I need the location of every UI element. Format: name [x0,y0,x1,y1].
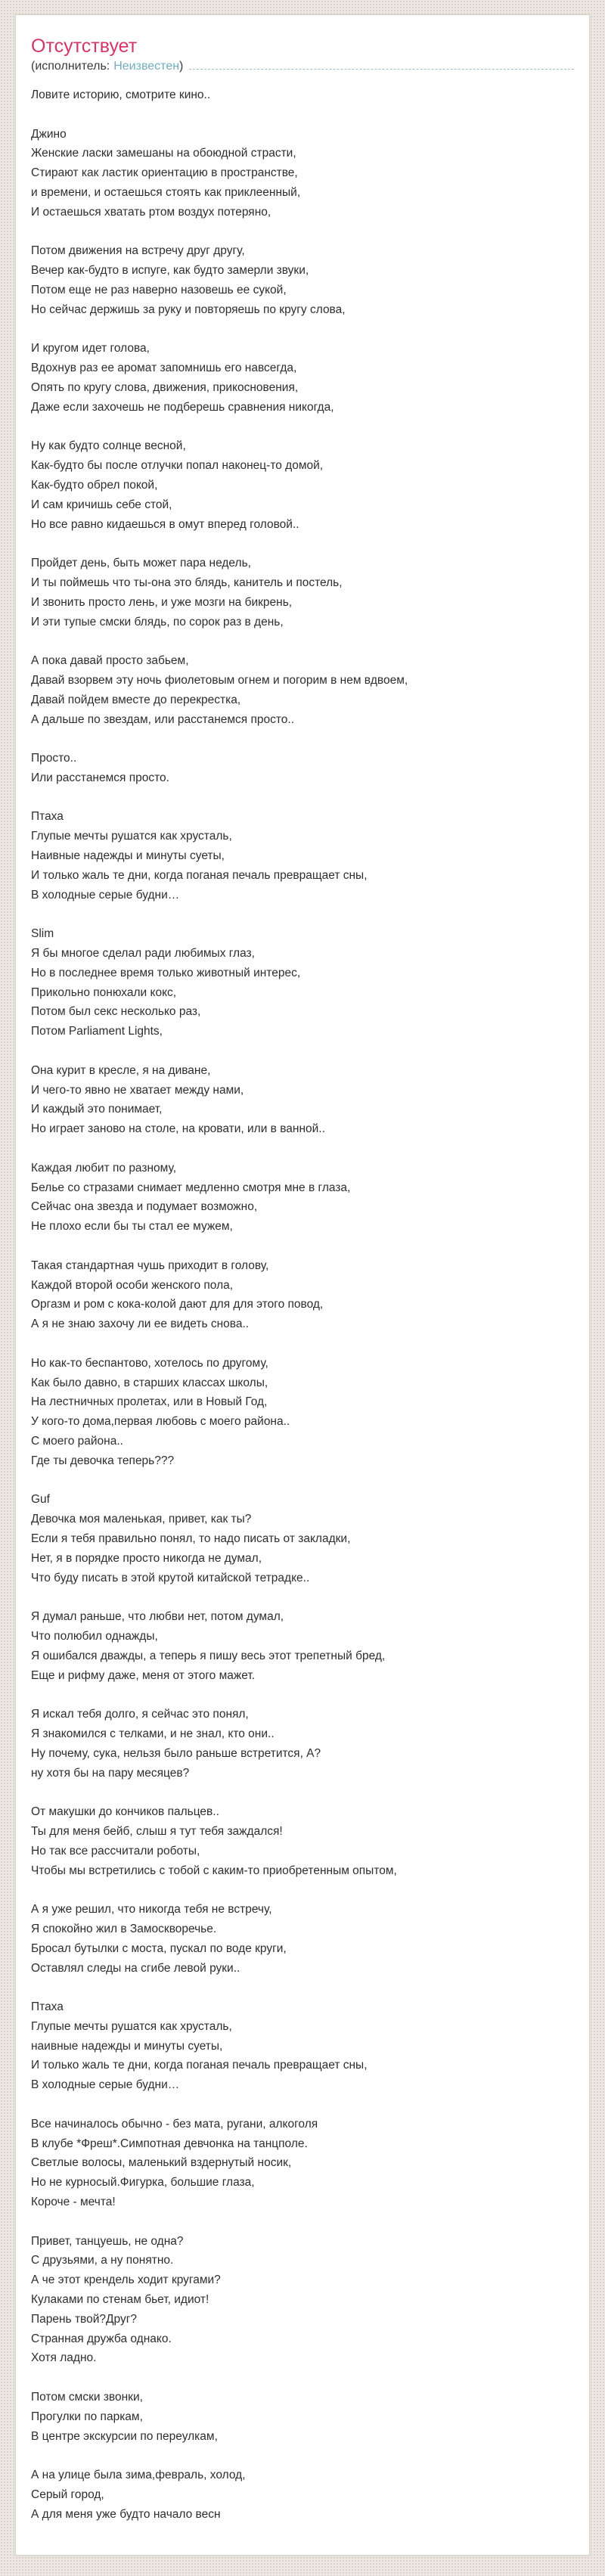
lyrics-line: И сам кричишь себе стой, [31,498,172,511]
lyrics-stanza [31,807,574,905]
lyrics-line: Потом был секс несколько раз, [31,1005,201,1019]
lyrics-line: Где ты девочка теперь??? [31,1454,175,1467]
lyrics-stanza [31,1061,574,1139]
lyrics-stanza [31,749,574,788]
lyrics-line: Вечер как-будто в испуге, как будто замерли звуки, [31,264,309,278]
lyrics-line: Но так все рассчитали роботы, [31,1844,200,1858]
lyrics-stanza [31,1354,574,1471]
lyrics-stanza [31,2466,574,2524]
lyrics-line: Нет, я в порядке просто никогда не думал, [31,1551,262,1565]
lyrics-line: Потом еще не раз наверно назовешь ее сукой, [31,283,287,296]
lyrics-line: Сейчас она звезда и подумает возможно, [31,1200,258,1214]
lyrics-line: Как-будто бы после отлучки попал наконец-то домой, [31,459,324,473]
header-dashed-divider [189,68,574,70]
lyrics-stanza [31,651,574,729]
lyrics-line: И только жаль те дни, когда поганая печаль превращает сны, [31,2059,368,2072]
lyrics-line: Guf [31,1493,50,1507]
lyrics-stanza [31,241,574,319]
artist-link[interactable]: Неизвестен [113,60,180,73]
lyrics-line: А на улице была зима,февраль, холод, [31,2469,246,2482]
lyrics-line: И кругом идет голова, [31,342,150,355]
lyrics-line: И только жаль те дни, когда поганая печаль превращает сны, [31,868,368,882]
lyrics-line: Я ошибался дважды, а теперь я пишу весь этот трепетный бред, [31,1649,386,1662]
lyrics-line: И ты поймешь что ты-она это блядь, канитель и постель, [31,576,343,589]
lyrics-line: Просто.. [31,752,77,765]
lyrics-line: ну хотя бы на пару месяцев? [31,1766,190,1780]
lyrics-line: Я знакомился с телками, и не знал, кто они.. [31,1727,275,1740]
lyrics-line: А пока давай просто забьем, [31,654,189,668]
lyrics-line: А для меня уже будто начало весн [31,2507,221,2521]
lyrics-line: Потом Parliament Lights, [31,1025,163,1038]
lyrics-line: Птаха [31,2000,64,2014]
lyrics-stanza [31,1900,574,1978]
lyrics-line: Если я тебя правильно понял, то надо писать от закладки, [31,1532,351,1545]
lyrics-line: Ну как будто солнце весной, [31,439,186,453]
lyrics-line: А я не знаю захочу ли ее видеть снова.. [31,1317,250,1331]
lyrics-line: А че этот крендель ходит кругами? [31,2273,221,2287]
lyrics-line: Или расстанемся просто. [31,771,169,784]
lyrics-line: Давай взорвем эту ночь фиолетовым огнем и погорим в нем вдвоем, [31,673,408,687]
lyrics-line: Потом движения на встречу друг другу, [31,244,245,258]
lyrics-line: Ловите историю, смотрите кино.. [31,88,211,101]
lyrics-line: Но играет заново на столе, на кровати, или в ванной.. [31,1122,325,1136]
lyrics-line: Но как-то беспантово, хотелось по другому, [31,1356,268,1370]
lyrics-line: Серый город, [31,2488,104,2502]
lyrics-line: Но все равно кидаешься в омут вперед головой.. [31,517,299,531]
lyrics-stanza [31,85,574,105]
artist-row [31,59,574,74]
lyrics-stanza [31,1256,574,1334]
lyrics-stanza [31,924,574,1041]
lyrics-line: У кого-то дома,первая любовь с моего района.. [31,1415,290,1429]
lyrics-line: Что буду писать в этой крутой китайской тетрадке.. [31,1571,310,1584]
lyrics-line: Я искал тебя долго, я сейчас это понял, [31,1708,249,1721]
lyrics-stanza [31,1802,574,1880]
lyrics-stanza [31,339,574,417]
lyrics-line: Slim [31,927,54,941]
lyrics-line: Я спокойно жил в Замоскворечье. [31,1922,217,1935]
lyrics-line: Все начиналось обычно - без мата, ругани, алкоголя [31,2117,318,2131]
lyrics-line: В клубе *Фреш*.Симпотная девчонка на танцполе. [31,2137,308,2150]
lyrics-line: Хотя ладно. [31,2351,97,2365]
content-card [15,14,590,2556]
lyrics-line: Вдохнув раз ее аромат запомнишь его навсегда, [31,362,297,375]
lyrics-line: Стирают как ластик ориентацию в пространстве, [31,166,298,180]
lyrics-line: И эти тупые смски блядь, по сорок раз в день, [31,615,284,628]
lyrics-line: И звонить просто лень, и уже мозги на бикрень, [31,595,293,609]
lyrics-stanza [31,554,574,632]
lyrics-line: А я уже решил, что никогда тебя не встречу, [31,1903,272,1916]
lyrics-line: Женские ласки замешаны на обоюдной страсти, [31,147,296,160]
lyrics-line: Но сейчас держишь за руку и повторяешь по кругу слова, [31,303,346,316]
lyrics-line: Как-будто обрел покой, [31,478,158,492]
lyrics-stanza [31,1159,574,1237]
lyrics-line: Что полюбил однажды, [31,1629,158,1643]
lyrics-stanza [31,2388,574,2446]
lyrics-line: И каждый это понимает, [31,1103,163,1116]
page-title: Отсутствует [31,36,138,57]
lyrics-line: Оставлял следы на сгибе левой руки.. [31,1961,240,1975]
lyrics-stanza [31,1607,574,1685]
lyrics-line: Каждая любит по разному, [31,1161,177,1175]
lyrics-line: Давай пойдем вместе до перекрестка, [31,693,241,706]
lyrics-line: Бросал бутылки с моста, пускал по воде круги, [31,1941,287,1955]
lyrics-line: В холодные серые будни… [31,2078,180,2092]
lyrics-line: Странная дружба однако. [31,2332,172,2345]
lyrics-line: Прогулки по паркам, [31,2410,143,2423]
lyrics-line: Еще и рифму даже, меня от этого мажет. [31,1668,256,1682]
lyrics-line: Девочка моя маленькая, привет, как ты? [31,1513,252,1526]
artist-label: (исполнитель: [31,60,110,73]
lyrics-line: Я думал раньше, что любви нет, потом думал, [31,1610,284,1624]
artist-label-suffix: ) [179,60,184,73]
lyrics-line: В центре экскурсии по переулкам, [31,2429,218,2443]
lyrics-line: И остаешься хватать ртом воздух потеряно, [31,205,271,219]
lyrics-line: Каждой второй особи женского пола, [31,1278,234,1292]
lyrics-line: Наивные надежды и минуты суеты, [31,849,225,863]
lyrics-line: Привет, танцуешь, не одна? [31,2234,184,2248]
lyrics-line: Опять по кругу слова, движения, прикосновения, [31,380,299,394]
lyrics-line: Такая стандартная чушь приходит в голову, [31,1259,269,1272]
lyrics-stanza [31,2232,574,2369]
lyrics-line: Но в последнее время только животный интерес, [31,966,301,979]
lyrics-line: Она курит в кресле, я на диване, [31,1063,211,1077]
lyrics-line: Светлые волосы, маленький вздернутый носик, [31,2156,292,2170]
lyrics-line: Как было давно, в старших классах школы, [31,1376,268,1389]
lyrics-line: С друзьями, а ну понятно. [31,2254,174,2267]
lyrics-line: Но не курносый.Фигурка, большие глаза, [31,2176,255,2190]
lyrics-line: С моего района.. [31,1434,123,1448]
lyrics-stanza [31,2115,574,2212]
lyrics-line: Птаха [31,810,64,824]
lyrics-line: Прикольно понюхали кокс, [31,985,177,999]
lyrics-stanza [31,1490,574,1587]
lyrics-line: Белье со стразами снимает медленно смотря мне в глаза, [31,1181,351,1194]
lyrics-line: Ты для меня бейб, слыш я тут тебя заждался! [31,1824,283,1838]
lyrics-line: Ну почему, сука, нельзя было раньше встретится, А? [31,1746,321,1760]
lyrics-line: и времени, и остаешься стоять как приклеенный, [31,185,301,199]
lyrics-line: А дальше по звездам, или расстанемся просто.. [31,712,295,726]
lyrics-line: Глупые мечты рушатся как хрусталь, [31,2019,232,2033]
lyrics-stanza [31,1705,574,1783]
lyrics-line: наивные надежды и минуты суеты, [31,2039,223,2053]
lyrics-line: Пройдет день, быть может пара недель, [31,557,251,570]
lyrics-line: Глупые мечты рушатся как хрусталь, [31,830,232,843]
lyrics-line: И чего-то явно не хватает между нами, [31,1083,244,1097]
lyrics-line: Оргазм и ром с кока-колой дают для для этого повод, [31,1298,324,1311]
lyrics-line: Чтобы мы встретились с тобой с каким-то приобретенным опытом, [31,1864,397,1877]
lyrics-line: Джино [31,127,67,141]
lyrics [31,85,574,2525]
lyrics-line: Не плохо если бы ты стал ее мужем, [31,1220,233,1234]
lyrics-line: В холодные серые будни… [31,888,180,902]
lyrics-line: На лестничных пролетах, или в Новый Год, [31,1395,268,1409]
lyrics-line: Я бы многое сделал ради любимых глаз, [31,947,255,961]
lyrics-line: Короче - мечта! [31,2196,116,2209]
lyrics-stanza [31,125,574,222]
lyrics-line: Кулаками по стенам бьет, идиот! [31,2293,209,2307]
lyrics-stanza [31,1997,574,2095]
lyrics-line: Потом смски звонки, [31,2391,143,2404]
lyrics-line: Парень твой?Друг? [31,2312,137,2326]
lyrics-stanza [31,436,574,534]
lyrics-line: От макушки до кончиков пальцев.. [31,1805,219,1819]
lyrics-line: Даже если захочешь не подберешь сравнения никогда, [31,400,334,414]
